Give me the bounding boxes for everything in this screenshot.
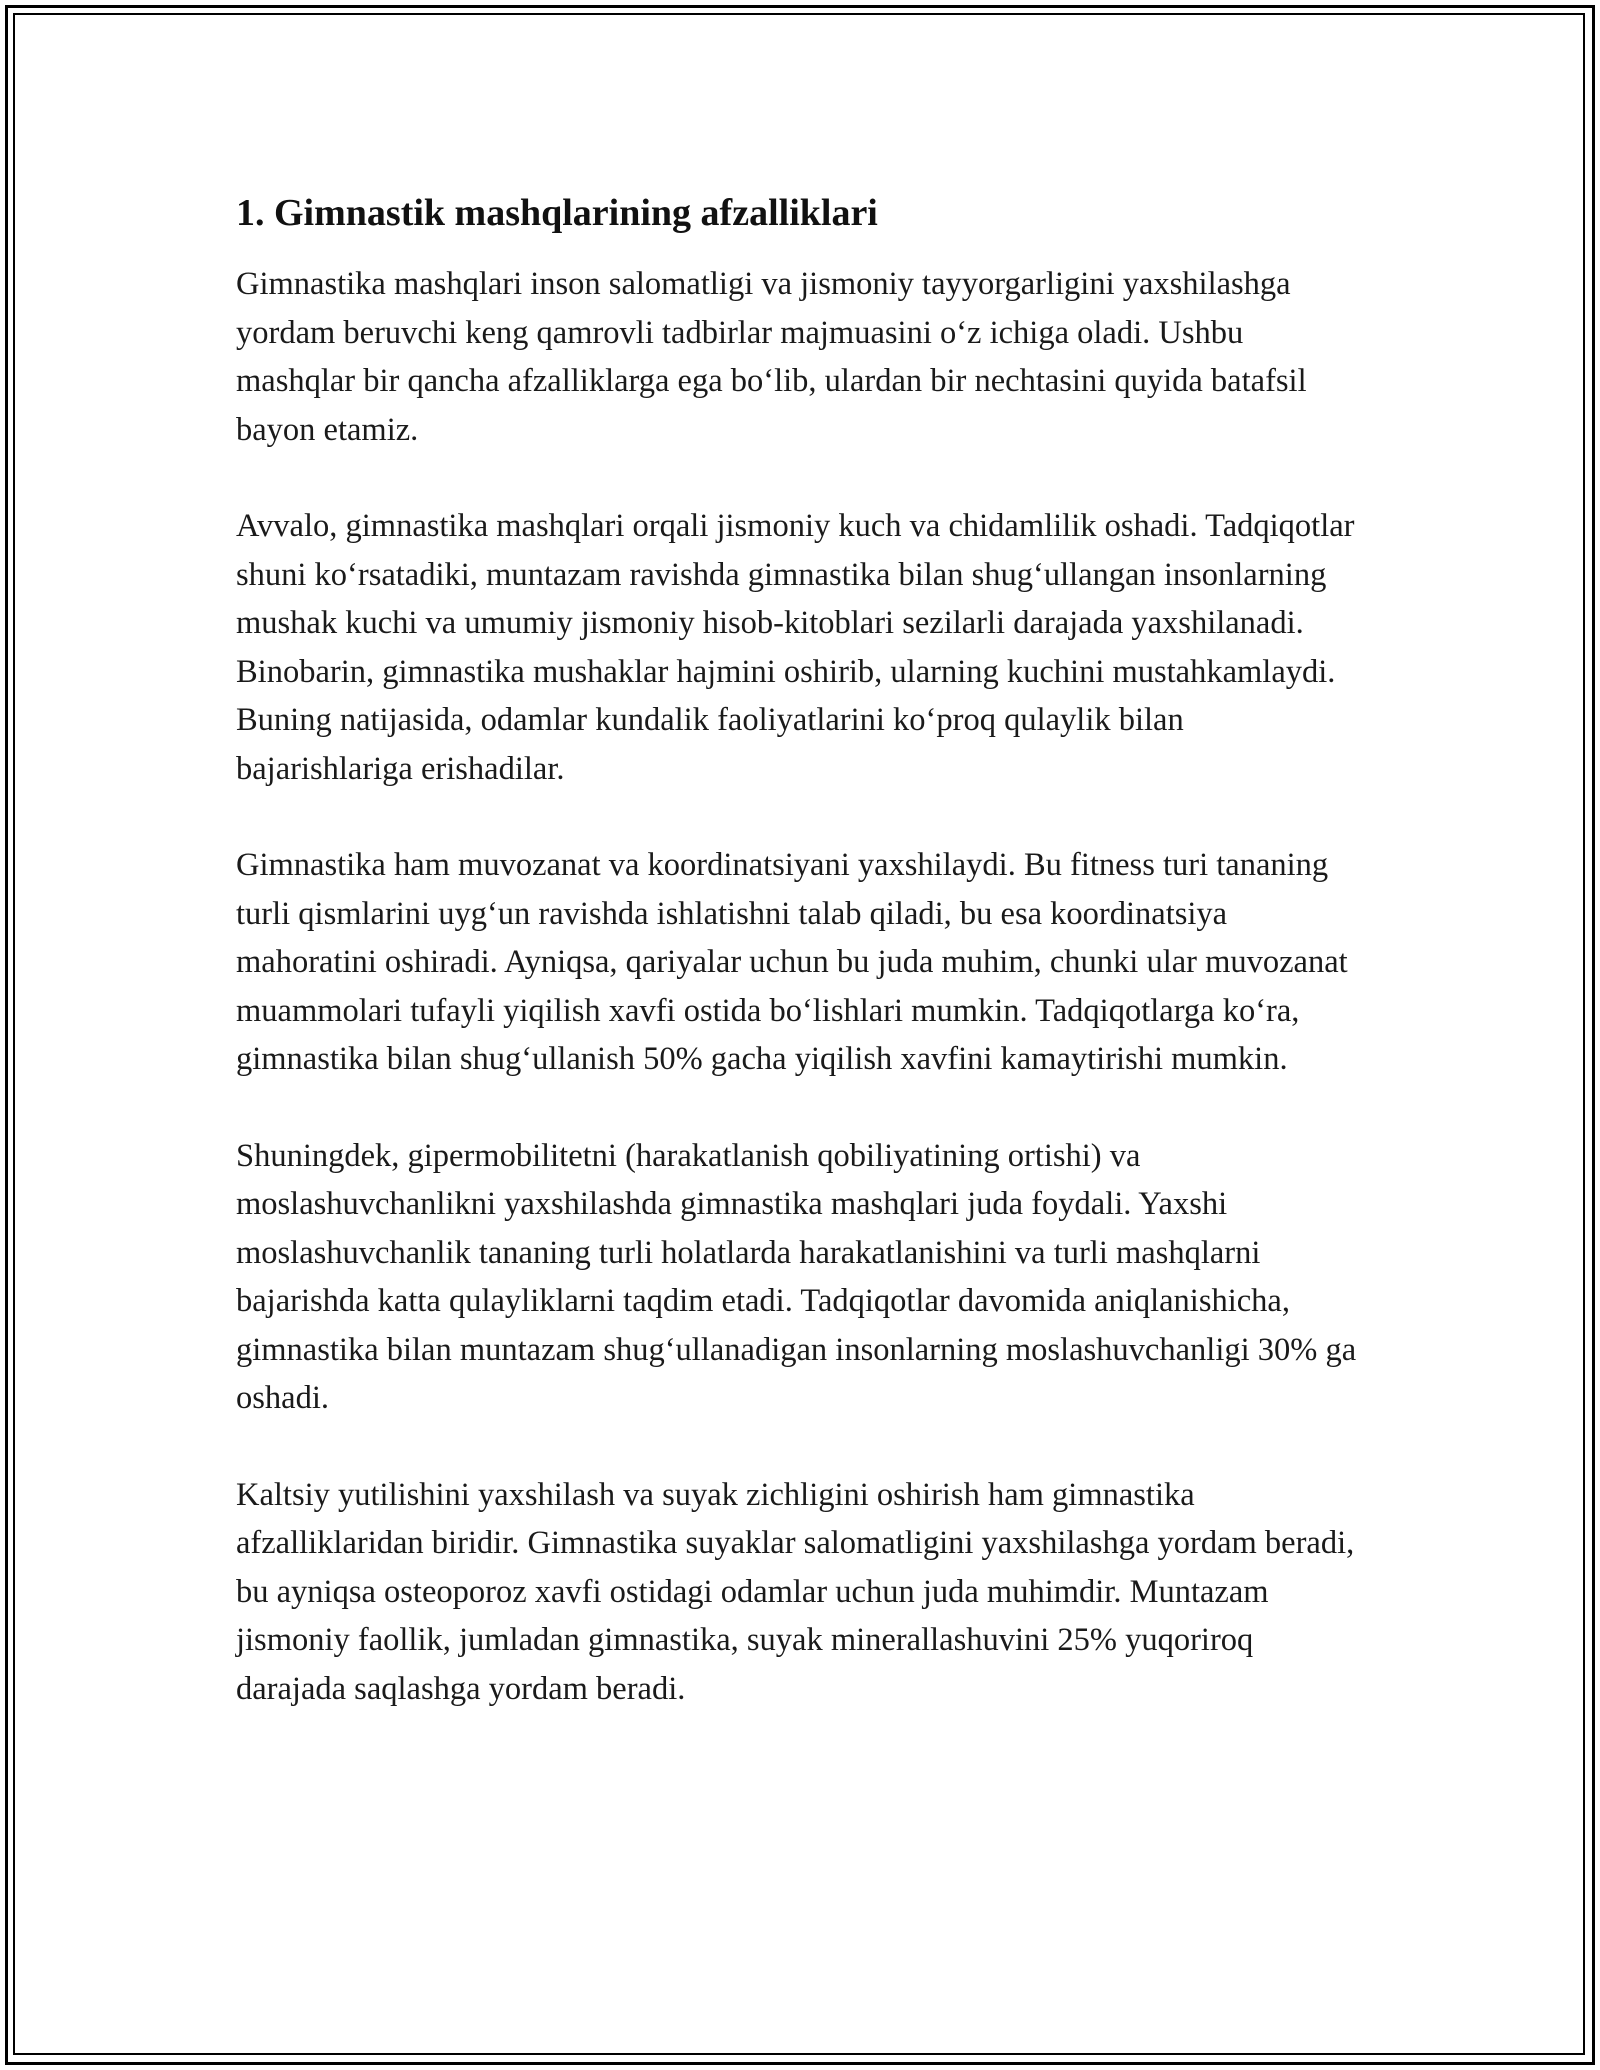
paragraph-balance: Gimnastika ham muvozanat va koordinatsiyani yaxshilaydi. Bu fitness turi tananing turli qismlarini uyg‘un ravishda ishlatishni talab qiladi, bu esa koordinatsiya mahoratini oshiradi. Ayniqsa, qariyalar uchun bu juda muhim, chunki ular muvozanat muammolari tufayli yiqilish xavfi ostida bo‘lishlari mumkin. Tadqiqotlarga ko‘ra, gimnastika bilan shug‘ullanish 50% gacha yiqilish xavfini kamaytirishi mumkin.: [236, 847, 1348, 1077]
paragraph-intro: Gimnastika mashqlari inson salomatligi va jismoniy tayyorgarligini yaxshilashga yordam beruvchi keng qamrovli tadbirlar majmuasini o‘z ichiga oladi. Ushbu mashqlar bir qancha afzalliklarga ega bo‘lib, ulardan bir nechtasini quyida batafsil bayon etamiz.: [236, 266, 1307, 448]
paragraph-bone-density: Kaltsiy yutilishini yaxshilash va suyak zichligini oshirish ham gimnastika afzalliklaridan biridir. Gimnastika suyaklar salomatligini yaxshilashga yordam beradi, bu ayniqsa osteoporoz xavfi ostidagi odamlar uchun juda muhimdir. Muntazam jismoniy faollik, jumladan gimnastika, suyak minerallashuvini 25% yuqoriroq darajada saqlashga yordam beradi.: [236, 1476, 1355, 1707]
paragraph-flexibility: Shuningdek, gipermobilitetni (harakatlanish qobiliyatining ortishi) va moslashuvchanlikni yaxshilashda gimnastika mashqlari juda foydali. Yaxshi moslashuvchanlik tananing turli holatlarda harakatlanishini va turli mashqlarni bajarishda katta qulayliklarni taqdim etadi. Tadqiqotlar davomida aniqlanishicha, gimnastika bilan muntazam shug‘ullanadigan insonlarning moslashuvchanligi 30% ga oshadi.: [236, 1137, 1357, 1416]
document-body: [236, 188, 1366, 1761]
paragraph-strength: Avvalo, gimnastika mashqlari orqali jismoniy kuch va chidamlilik oshadi. Tadqiqotlar shuni ko‘rsatadiki, muntazam ravishda gimnastika bilan shug‘ullangan insonlarning mushak kuchi va umumiy jismoniy hisob-kitoblari sezilarli darajada yaxshilanadi. Binobarin, gimnastika mushaklar hajmini oshirib, ularning kuchini mustahkamlaydi. Buning natijasida, odamlar kundalik faoliyatlarini ko‘proq qulaylik bilan bajarishlariga erishadilar.: [236, 508, 1355, 787]
section-heading: 1. Gimnastik mashqlarining afzalliklari: [236, 192, 878, 234]
